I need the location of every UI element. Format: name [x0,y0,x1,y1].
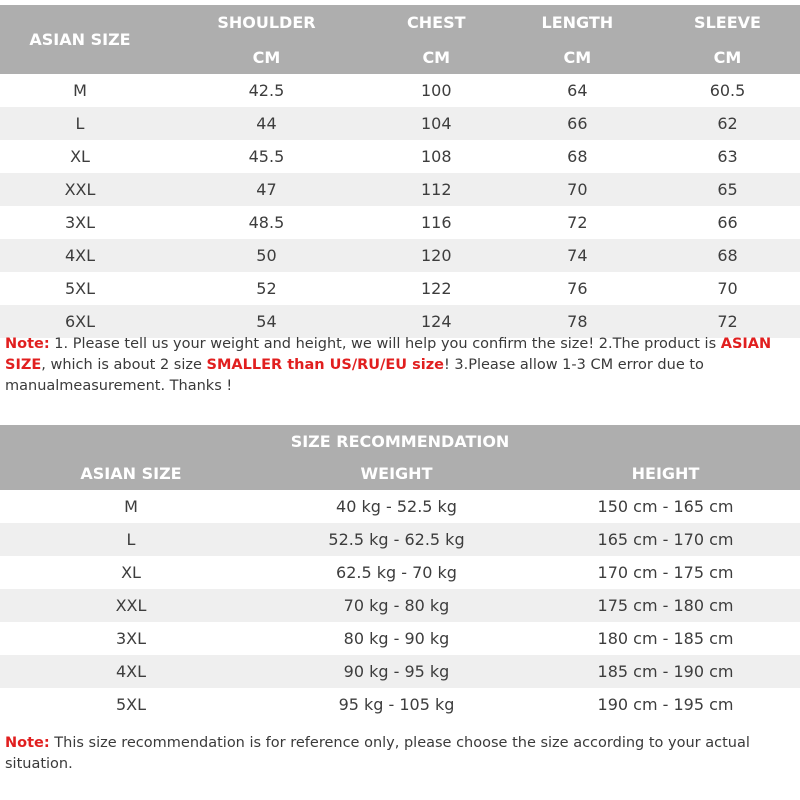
note-text: 1. Please tell us your weight and height, we will help you confirm the size! 2.The product is [49,336,721,352]
weight-cell: 95 kg - 105 kg [338,695,455,714]
length-cell: 78 [567,312,588,331]
chest-cell: 122 [421,279,452,298]
size-cell: 6XL [64,312,96,331]
height-cell: 170 cm - 175 cm [597,563,734,582]
table-row [0,206,800,239]
length-cell: 74 [567,246,588,265]
height-cell: 165 cm - 170 cm [597,530,734,549]
chest-cell: 120 [421,246,452,265]
sleeve-cell: 65 [717,180,738,199]
size-cell: 3XL [115,629,147,648]
note-text: , which is about 2 size [41,357,207,373]
shoulder-cell: 42.5 [248,81,285,100]
size-cell: 3XL [64,213,96,232]
recommendation-header-row [0,457,800,490]
unit-label: CM [422,47,451,67]
table-row [0,272,800,305]
height-cell: 180 cm - 185 cm [597,629,734,648]
shoulder-cell: 44 [256,114,277,133]
shoulder-cell: 47 [256,180,277,199]
table-row [0,490,800,523]
recommendation-note [5,733,797,775]
table-row [0,107,800,140]
col-header-length: LENGTH [541,13,614,32]
weight-cell: 52.5 kg - 62.5 kg [328,530,465,549]
shoulder-cell: 52 [256,279,277,298]
height-cell: 190 cm - 195 cm [597,695,734,714]
sleeve-cell: 72 [717,312,738,331]
chest-cell: 124 [421,312,452,331]
note-label: Note: [5,735,50,751]
size-cell: M [73,81,87,100]
size-cell: XXL [64,180,96,199]
weight-cell: 80 kg - 90 kg [343,629,450,648]
size-cell: XXL [115,596,147,615]
size-cell: 4XL [64,246,96,265]
shoulder-cell: 50 [256,246,277,265]
table-row [0,622,800,655]
size-cell: XL [70,147,90,166]
size-cell: 5XL [64,279,96,298]
size-chart-header-row [0,5,800,40]
col-header-chest: CHEST [407,13,466,32]
length-cell: 64 [567,81,588,100]
weight-cell: 90 kg - 95 kg [343,662,450,681]
size-chart-table [0,5,800,338]
col-header-shoulder: SHOULDER [217,13,316,32]
table-row [0,688,800,721]
col-header-weight: WEIGHT [360,464,433,483]
size-cell: L [126,530,136,549]
chest-cell: 116 [421,213,452,232]
height-cell: 185 cm - 190 cm [597,662,734,681]
weight-cell: 70 kg - 80 kg [343,596,450,615]
size-cell: 4XL [115,662,147,681]
sleeve-cell: 66 [717,213,738,232]
note-text: ! 3.Please allow 1-3 CM error due to manualmeasurement. Thanks ! [5,357,704,394]
size-cell: 5XL [115,695,147,714]
unit-label: CM [713,47,742,67]
unit-label: CM [252,47,281,67]
sleeve-cell: 60.5 [709,81,746,100]
table-row [0,173,800,206]
length-cell: 72 [567,213,588,232]
chest-cell: 112 [421,180,452,199]
table-row [0,556,800,589]
table-row [0,655,800,688]
note-highlight-asian-size: ASIAN SIZE [5,336,772,373]
sleeve-cell: 70 [717,279,738,298]
length-cell: 68 [567,147,588,166]
table-row [0,239,800,272]
col-header-height: HEIGHT [631,464,700,483]
note-highlight-smaller: SMALLER than US/RU/EU size [206,357,444,373]
chest-cell: 100 [421,81,452,100]
shoulder-cell: 48.5 [248,213,285,232]
sleeve-cell: 62 [717,114,738,133]
height-cell: 175 cm - 180 cm [597,596,734,615]
note-text: This size recommendation is for reference only, please choose the size according to your actual situation. [5,735,750,772]
note-label: Note: [5,336,50,352]
table-row [0,589,800,622]
size-cell: L [75,114,85,133]
sleeve-cell: 63 [717,147,738,166]
table-row [0,140,800,173]
length-cell: 66 [567,114,588,133]
size-cell: M [124,497,138,516]
col-header-sleeve: SLEEVE [694,13,761,32]
col-header-asian-size: ASIAN SIZE [29,30,131,49]
size-cell: XL [121,563,141,582]
length-cell: 76 [567,279,588,298]
table-row [0,523,800,556]
length-cell: 70 [567,180,588,199]
shoulder-cell: 45.5 [248,147,285,166]
weight-cell: 62.5 kg - 70 kg [336,563,457,582]
unit-label: CM [563,47,592,67]
recommendation-title: SIZE RECOMMENDATION [290,431,510,451]
col-header-asian-size: ASIAN SIZE [80,464,182,483]
sleeve-cell: 68 [717,246,738,265]
size-note [5,334,797,397]
weight-cell: 40 kg - 52.5 kg [336,497,457,516]
chest-cell: 108 [421,147,452,166]
table-row [0,74,800,107]
shoulder-cell: 54 [256,312,277,331]
recommendation-title-row [0,425,800,457]
chest-cell: 104 [421,114,452,133]
size-recommendation-table [0,425,800,721]
height-cell: 150 cm - 165 cm [597,497,734,516]
